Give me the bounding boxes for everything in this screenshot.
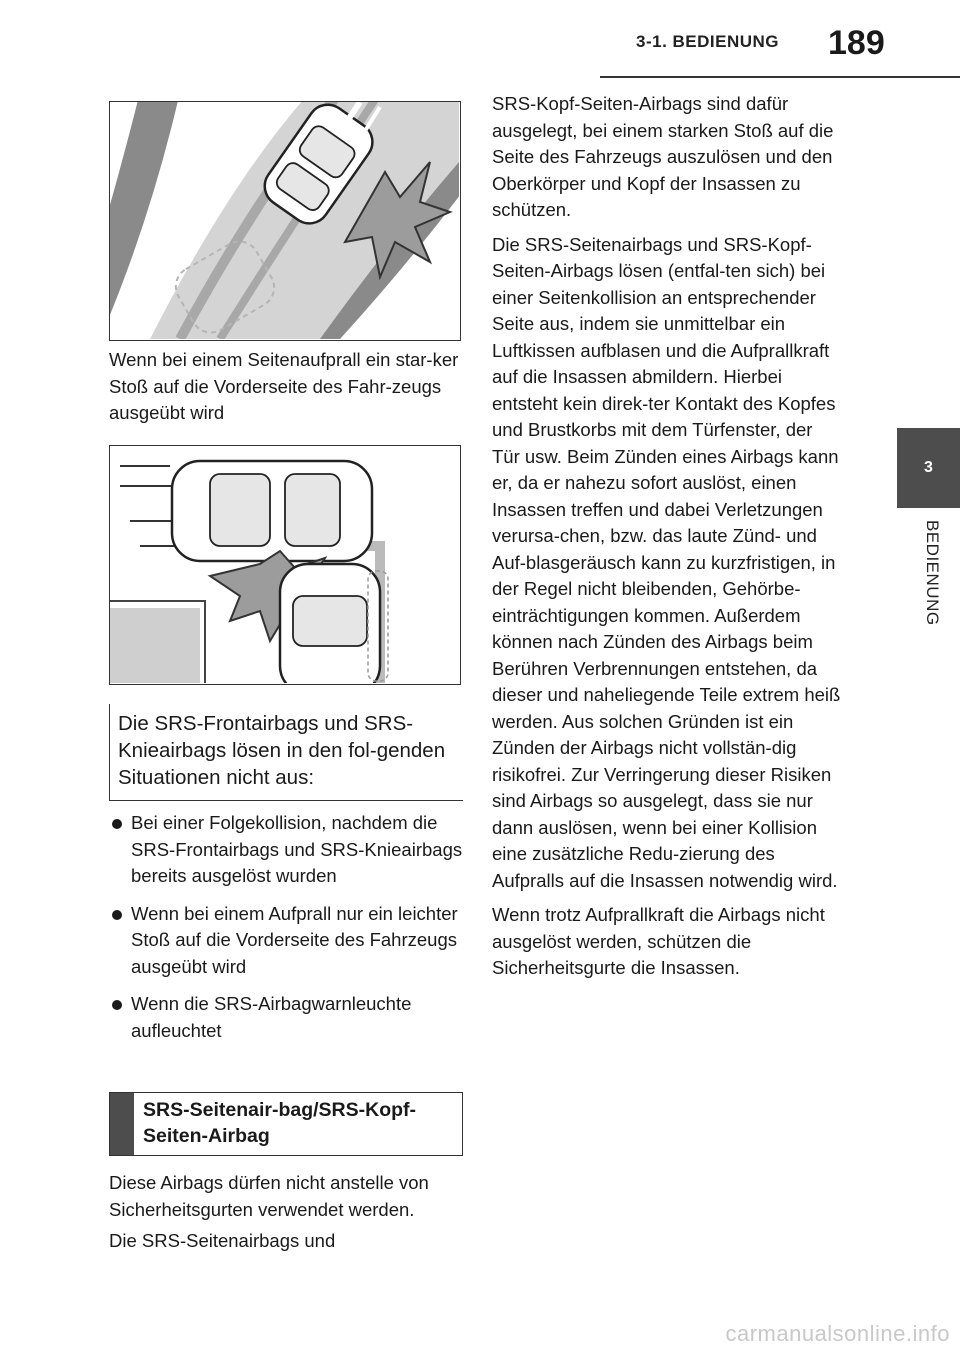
illustration-side-impact-tbone-drawing: [110, 446, 459, 683]
bullet-icon: [112, 910, 122, 920]
chapter-number: 3: [924, 459, 933, 476]
right-paragraph: SRS-Kopf-Seiten-Airbags sind dafür ausgelegt, bei einem starken Stoß auf die Seite des Fahrzeugs auszulösen und den Oberkörper und Kopf der Insassen zu schützen.: [492, 93, 834, 220]
chapter-label: BEDIENUNG: [923, 520, 942, 626]
section-heading: [109, 1092, 463, 1156]
illustration-side-impact-tbone: [109, 445, 461, 685]
header-rule: [600, 76, 960, 78]
chapter-tab: [897, 428, 960, 508]
page-number: 189: [828, 24, 885, 62]
left-paragraph: Die SRS-Seitenairbags und: [109, 1230, 336, 1251]
list-item: [109, 810, 469, 890]
info-box-text: Die SRS-Frontairbags und SRS-Knieairbags lösen in den fol-genden Situationen nicht aus:: [118, 712, 446, 789]
info-box: [109, 704, 463, 801]
figure1-caption: Wenn bei einem Seitenaufprall ein star-ker Stoß auf die Vorderseite des Fahr-zeugs ausgeübt wird: [109, 349, 459, 423]
watermark: carmanualsonline.info: [725, 1321, 950, 1346]
right-column: [492, 91, 844, 990]
bullet-list: [109, 810, 469, 1055]
list-item-text: Wenn bei einem Aufprall nur ein leichter Stoß auf die Vorderseite des Fahrzeugs ausgeübt wird: [131, 902, 458, 977]
illustration-side-impact-front: [109, 101, 461, 341]
list-item: [109, 991, 469, 1044]
right-paragraph: Wenn trotz Aufprallkraft die Airbags nicht ausgelöst werden, schützen die Sicherheitsgurte die Insassen.: [492, 904, 825, 978]
list-item-text: Bei einer Folgekollision, nachdem die SRS-Frontairbags und SRS-Knieairbags bereits ausgelöst wurden: [131, 812, 463, 886]
bullet-icon: [112, 1000, 122, 1010]
section-heading-accent: [110, 1093, 134, 1155]
list-item-text: Wenn die SRS-Airbagwarnleuchte aufleuchtet: [131, 993, 412, 1041]
right-paragraph: Die SRS-Seitenairbags und SRS-Kopf-Seiten-Airbags lösen (entfal-ten sich) bei einer Seitenkollision an entsprechender Seite aus, indem sie unmittelbar ein Luftkissen aufblasen und die Aufprallkraft auf die Insassen abmildern. Hierbei entsteht kein direk-ter Kontakt des Kopfes und Brustkorbs mit dem Türfenster, der Tür usw. Beim Zünden eines Airbags kann er, da er nahezu sofort auslöst, einen Insassen treffen und dabei Verletzungen verursa-chen, bzw. das laute Zünd- und Auf-blasgeräusch kann zu kurzfristigen, in der Regel nicht bleibenden, Gehörbe-einträchtigungen kommen. Außerdem können nach Zünden des Airbags beim Berühren Verbrennungen entstehen, da dieser und naheliegende Teile extrem heiß werden. Aus solchen Gründen ist ein Zünden der Airbags nicht vollstän-dig risikofrei. Zur Verringerung dieser Risiken sind Airbags so ausgelegt, dass sie nur dann auslösen, wenn bei einer Kollision eine zusätzliche Redu-zierung des Aufpralls auf die Insassen notwendig wird.: [492, 233, 841, 891]
list-item: [109, 901, 469, 981]
left-paragraph: Diese Airbags dürfen nicht anstelle von Sicherheitsgurten verwendet werden.: [109, 1172, 429, 1220]
section-heading-title: SRS-Seitenair-bag/SRS-Kopf-Seiten-Airbag: [143, 1099, 417, 1147]
header-section-title: 3-1. BEDIENUNG: [636, 32, 780, 51]
illustration-side-impact-front-drawing: [110, 102, 459, 339]
bullet-icon: [112, 819, 122, 829]
